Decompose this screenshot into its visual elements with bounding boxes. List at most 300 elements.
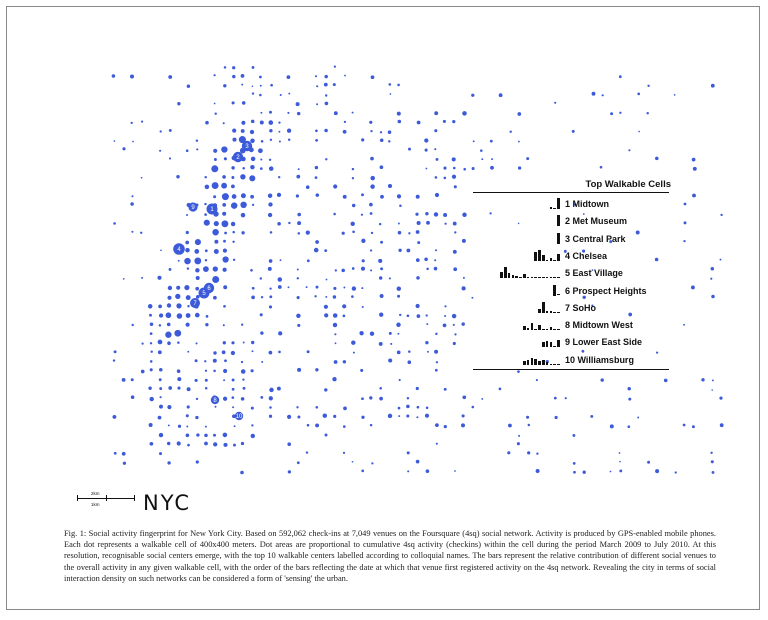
activity-dot (160, 249, 162, 251)
activity-dot (719, 397, 722, 400)
activity-dot (268, 193, 272, 197)
activity-dot (341, 269, 345, 273)
scale-label-top: 2km (91, 491, 100, 496)
activity-dot (462, 395, 466, 399)
activity-dot (131, 378, 134, 381)
venue-bar (534, 359, 537, 365)
venue-bar (553, 260, 556, 261)
venue-bar (546, 311, 549, 313)
activity-dot (288, 470, 291, 473)
activity-dot (287, 112, 289, 114)
activity-dot (359, 331, 363, 335)
venue-bar (542, 255, 545, 261)
activity-dot (462, 111, 467, 116)
activity-dot (683, 324, 685, 326)
activity-dot (215, 113, 217, 115)
activity-dot (371, 232, 373, 234)
activity-dot (462, 414, 465, 417)
activity-dot (231, 222, 235, 226)
venue-bar (557, 277, 560, 278)
legend-row (473, 301, 671, 317)
activity-dot (316, 193, 320, 197)
activity-dot (426, 323, 428, 325)
activity-dot (252, 85, 254, 87)
activity-dot (397, 194, 401, 198)
activity-dot (204, 213, 207, 216)
activity-dot (169, 268, 172, 271)
activity-dot (610, 424, 614, 428)
activity-dot (333, 184, 337, 188)
activity-dot (370, 269, 372, 271)
activity-dot (416, 416, 418, 418)
activity-dot (296, 314, 300, 318)
activity-dot (277, 222, 281, 226)
venue-bar (538, 277, 541, 278)
activity-dot (258, 148, 263, 153)
activity-dot (461, 423, 465, 427)
activity-dot (148, 304, 153, 309)
activity-dot (406, 414, 409, 417)
legend-row (473, 335, 671, 351)
activity-dot (452, 157, 456, 161)
activity-dot (241, 442, 244, 445)
activity-dot (174, 330, 181, 337)
activity-dot (416, 195, 420, 199)
activity-dot (554, 397, 557, 400)
activity-dot (315, 368, 318, 371)
legend-label: 9 Lower East Side (565, 337, 643, 348)
activity-dot (453, 250, 457, 254)
activity-dot (453, 267, 457, 271)
activity-dot (720, 423, 724, 427)
activity-dot (280, 259, 282, 261)
activity-dot (590, 415, 593, 418)
activity-dot (223, 443, 227, 447)
activity-dot (242, 101, 246, 105)
activity-dot (444, 223, 446, 225)
activity-dot (436, 361, 438, 363)
activity-dot (167, 442, 170, 445)
venue-bar (531, 358, 534, 365)
activity-dot (369, 396, 372, 399)
activity-dot (379, 223, 381, 225)
activity-dot (195, 416, 198, 419)
venue-bar (542, 329, 545, 330)
venue-bar (550, 327, 553, 330)
activity-dot (214, 74, 216, 76)
activity-dot (250, 195, 254, 199)
activity-dot (647, 85, 649, 87)
activity-dot (408, 148, 411, 151)
activity-dot (324, 313, 328, 317)
legend-label: 8 Midtown West (565, 320, 633, 331)
activity-dot (158, 416, 162, 420)
activity-dot (241, 121, 245, 125)
activity-dot (444, 305, 446, 307)
activity-dot (260, 85, 262, 87)
activity-dot (627, 387, 630, 390)
activity-dot (231, 351, 235, 355)
activity-dot (371, 462, 373, 464)
activity-dot (602, 94, 604, 96)
activity-dot (223, 285, 227, 289)
activity-dot (315, 406, 318, 409)
activity-dot (223, 341, 226, 344)
activity-dot (112, 415, 116, 419)
activity-dot (177, 387, 180, 390)
activity-dot (221, 183, 227, 189)
activity-dot (380, 267, 383, 270)
activity-dot (269, 351, 273, 355)
activity-dot (206, 315, 209, 318)
activity-dot (462, 213, 466, 217)
activity-dot (306, 451, 308, 453)
activity-dot (443, 120, 446, 123)
activity-dot (250, 139, 255, 144)
legend-label: 2 Met Museum (565, 216, 628, 227)
activity-dot (333, 213, 336, 216)
activity-dot (214, 240, 218, 244)
venue-bar (523, 361, 526, 364)
activity-dot (352, 230, 355, 233)
activity-dot (572, 434, 575, 437)
venue-bar (538, 325, 541, 331)
activity-dot (333, 295, 336, 298)
activity-dot (222, 350, 226, 354)
activity-dot (638, 131, 640, 133)
activity-dot (232, 388, 235, 391)
venue-bar (527, 277, 530, 278)
venue-bar (546, 277, 549, 278)
activity-dot (140, 232, 142, 234)
activity-dot (149, 314, 152, 317)
top-center-marker (242, 141, 252, 151)
activity-dot (131, 395, 135, 399)
venue-bar (557, 312, 560, 313)
activity-dot (269, 415, 272, 418)
activity-dot (214, 158, 217, 161)
activity-dot (398, 231, 402, 235)
activity-dot (131, 122, 133, 124)
activity-dot (712, 471, 715, 474)
activity-dot (370, 212, 373, 215)
activity-dot (240, 174, 245, 179)
activity-dot (168, 386, 172, 390)
activity-dot (417, 121, 421, 125)
activity-dot (269, 111, 272, 114)
activity-dot (141, 177, 143, 179)
legend-row (473, 284, 671, 300)
activity-dot (333, 415, 336, 418)
activity-dot (361, 470, 364, 473)
activity-dot (159, 433, 163, 437)
figure-frame (6, 6, 760, 610)
activity-dot (242, 378, 244, 380)
top-center-marker (204, 283, 214, 293)
activity-dot (186, 313, 191, 318)
activity-dot (370, 249, 372, 251)
venue-bars (473, 301, 563, 315)
activity-dot (278, 131, 280, 133)
activity-dot (241, 361, 243, 363)
activity-dot (224, 232, 227, 235)
activity-dot (343, 195, 347, 199)
activity-dot (425, 149, 428, 152)
activity-dot (443, 213, 447, 217)
activity-dot (298, 168, 300, 170)
activity-dot (158, 305, 162, 309)
activity-dot (426, 469, 430, 473)
venue-bar (557, 215, 560, 226)
activity-dot (627, 425, 630, 428)
figure-caption: Fig. 1: Social activity fingerprint for New York City. Based on 592,062 check-ins at 7,049 venues on the Foursquare (4sq) social network. Activity is produced by GPS-enabled mobile phones. Each dot represents a walkable cell of 400x400 meters. Dot areas are proportional to cumulative 4sq activity (checkins) within the cell during the period March 2009 to July 2010. At this resolution, recognisable social centers emerge, with the top 10 walkable centers labelled according to colloquial names. The bars represent the relative contribution of different social venues to the overall activity in any given walkable cell, with the order of the bars reflecting the date at which that venue first registered activity on the 4sq network. Revealing the city in terms of social interaction density on such networks can be considered a form of 'sensing' the urban. (64, 529, 716, 583)
top-center-number: 3 (245, 144, 249, 151)
activity-dot (166, 312, 172, 318)
activity-dot (278, 285, 282, 289)
activity-dot (222, 203, 226, 207)
activity-dot (251, 407, 254, 410)
activity-dot (167, 303, 171, 307)
activity-dot (370, 424, 373, 427)
activity-dot (122, 378, 126, 382)
activity-dot (150, 397, 154, 401)
venue-bar (538, 361, 541, 364)
activity-dot (112, 74, 116, 78)
activity-dot (417, 314, 421, 318)
activity-dot (351, 340, 355, 344)
activity-dot (269, 129, 272, 132)
activity-dot (269, 287, 271, 289)
activity-dot (297, 368, 301, 372)
activity-dot (462, 239, 466, 243)
activity-dot (518, 166, 521, 169)
activity-dot (221, 146, 227, 152)
activity-dot (380, 131, 382, 133)
activity-dot (379, 313, 383, 317)
activity-dot (360, 369, 363, 372)
activity-dot (268, 267, 272, 271)
activity-dot (130, 202, 134, 206)
activity-dot (223, 240, 226, 243)
activity-dot (252, 92, 254, 94)
activity-dot (362, 306, 364, 308)
venue-bar (550, 364, 553, 365)
activity-dot (528, 424, 531, 427)
activity-dot (408, 232, 410, 234)
activity-dot (168, 75, 172, 79)
activity-dot (251, 296, 255, 300)
activity-dot (379, 342, 383, 346)
legend-row (473, 353, 671, 369)
activity-dot (260, 313, 263, 316)
activity-dot (232, 66, 235, 69)
activity-dot (351, 295, 354, 298)
activity-dot (159, 150, 161, 152)
top-center-marker (173, 243, 185, 255)
activity-dot (684, 221, 687, 224)
activity-dot (619, 75, 622, 78)
activity-dot (269, 166, 274, 171)
activity-dot (278, 351, 281, 354)
activity-dot (352, 461, 354, 463)
activity-dot (204, 434, 208, 438)
activity-dot (380, 195, 384, 199)
activity-dot (407, 470, 409, 472)
venue-bar (515, 276, 518, 278)
activity-dot (720, 259, 722, 261)
top-center-marker (211, 396, 219, 404)
activity-dot (213, 370, 216, 373)
venue-bar (538, 309, 541, 312)
scale-tick (134, 495, 135, 501)
activity-dot (683, 240, 685, 242)
activity-dot (205, 370, 207, 372)
activity-dot (344, 121, 346, 123)
activity-dot (435, 249, 437, 251)
activity-dot (499, 93, 503, 97)
activity-dot (637, 93, 640, 96)
activity-dot (222, 193, 229, 200)
activity-dot (261, 296, 263, 298)
venue-bars (473, 214, 563, 228)
scale-tick (77, 495, 78, 501)
activity-dot (159, 368, 163, 372)
activity-dot (194, 249, 199, 254)
activity-dot (195, 342, 197, 344)
activity-dot (187, 351, 189, 353)
activity-dot (361, 267, 365, 271)
activity-dot (204, 220, 210, 226)
activity-dot (398, 407, 401, 410)
activity-dot (711, 389, 713, 391)
activity-dot (177, 341, 180, 344)
venue-bar (508, 273, 511, 279)
venue-bar (550, 342, 553, 348)
venue-bar (553, 277, 556, 278)
venue-bars (473, 284, 563, 298)
activity-dot (343, 360, 346, 363)
activity-dot (296, 406, 298, 408)
activity-dot (251, 341, 254, 344)
venue-bar (542, 342, 545, 348)
venue-bar (523, 274, 526, 278)
activity-dot (241, 129, 245, 133)
activity-dot (251, 157, 256, 162)
top-center-number: 7 (193, 301, 197, 308)
activity-dot (370, 332, 374, 336)
activity-dot (186, 214, 188, 216)
activity-dot (196, 398, 198, 400)
activity-dot (203, 266, 209, 272)
activity-dot (417, 406, 420, 409)
activity-dot (389, 277, 391, 279)
activity-dot (619, 461, 621, 463)
activity-dot (223, 397, 227, 401)
activity-dot (306, 230, 310, 234)
activity-dot (554, 102, 556, 104)
venue-bar (531, 277, 534, 278)
activity-dot (333, 313, 338, 318)
activity-dot (287, 75, 291, 79)
top-center-marker (233, 152, 243, 162)
activity-dot (427, 351, 429, 353)
activity-dot (167, 296, 171, 300)
activity-dot (333, 83, 336, 86)
activity-dot (692, 425, 695, 428)
activity-dot (224, 157, 227, 160)
activity-dot (369, 203, 373, 207)
activity-dot (453, 167, 456, 170)
venue-bar (527, 360, 530, 364)
activity-dot (141, 342, 143, 344)
activity-dot (158, 340, 163, 345)
activity-dot (259, 94, 262, 97)
activity-dot (517, 112, 521, 116)
venue-bars (473, 249, 563, 263)
activity-dot (435, 423, 439, 427)
activity-dot (397, 84, 400, 87)
activity-dot (141, 277, 143, 279)
activity-dot (583, 471, 586, 474)
activity-dot (150, 350, 152, 352)
activity-dot (231, 202, 237, 208)
activity-dot (379, 397, 383, 401)
activity-dot (131, 231, 133, 233)
activity-dot (278, 176, 280, 178)
activity-dot (424, 138, 428, 142)
activity-dot (710, 278, 712, 280)
activity-dot (333, 323, 337, 327)
activity-dot (443, 324, 447, 328)
activity-dot (388, 140, 390, 142)
activity-dot (184, 285, 189, 290)
activity-dot (406, 405, 410, 409)
activity-dot (314, 295, 316, 297)
venue-bar (500, 272, 503, 279)
activity-dot (167, 461, 170, 464)
activity-dot (278, 277, 282, 281)
activity-dot (518, 435, 520, 437)
activity-dot (205, 379, 208, 382)
venue-bar (542, 277, 545, 278)
activity-dot (352, 177, 354, 179)
activity-dot (334, 333, 336, 335)
scale-label-bottom: 1km (91, 502, 100, 507)
activity-dot (674, 94, 676, 96)
activity-dot (195, 287, 199, 291)
activity-dot (390, 343, 392, 345)
activity-dot (314, 248, 319, 253)
activity-dot (693, 167, 697, 171)
activity-dot (159, 405, 163, 409)
activity-dot (149, 423, 153, 427)
activity-dot (573, 462, 576, 465)
activity-dot (241, 324, 243, 326)
activity-dot (277, 387, 281, 391)
activity-dot (315, 166, 318, 169)
activity-dot (490, 140, 493, 143)
scale-bar (77, 491, 137, 507)
activity-dot (316, 85, 318, 87)
venue-bar (550, 207, 553, 209)
activity-dot (472, 167, 475, 170)
activity-dot (389, 83, 392, 86)
activity-dot (296, 102, 300, 106)
activity-dot (352, 267, 355, 270)
activity-dot (379, 276, 382, 279)
top-center-number: 5 (202, 291, 206, 298)
activity-dot (159, 324, 161, 326)
